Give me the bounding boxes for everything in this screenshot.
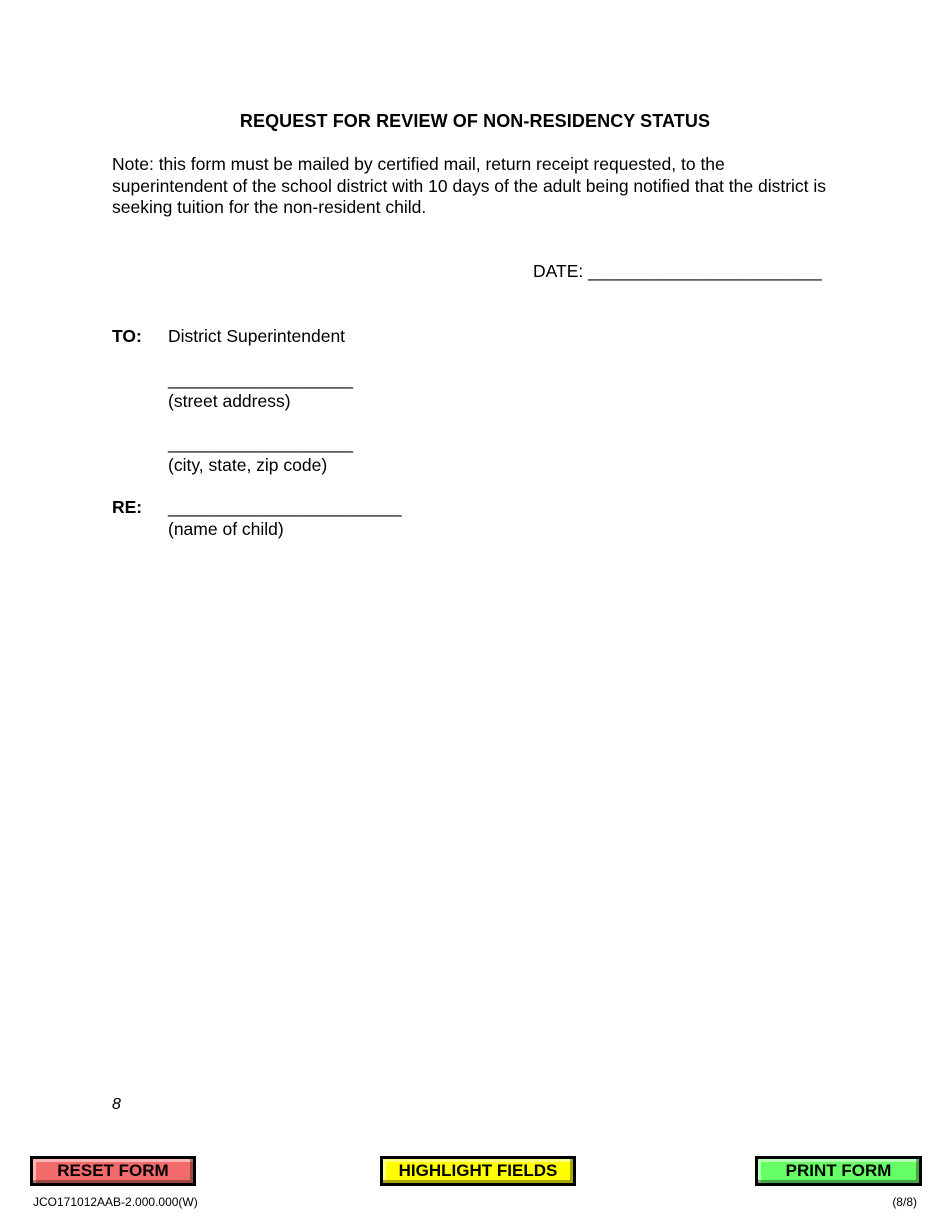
child-name-caption: (name of child) xyxy=(168,519,284,539)
page-title: REQUEST FOR REVIEW OF NON-RESIDENCY STATUS xyxy=(239,111,711,131)
page-indicator: (8/8) xyxy=(892,1195,917,1209)
reset-form-button[interactable]: RESET FORM xyxy=(30,1156,196,1186)
mailing-note: Note: this form must be mailed by certified mail, return receipt requested, to the superintendent of the school district with 10 days of the adult being notified that the district is seeking tuition for the non-resident child. xyxy=(112,154,827,217)
city-state-zip-caption: (city, state, zip code) xyxy=(168,455,328,475)
date-field[interactable]: ________________________ xyxy=(588,261,822,281)
date-line xyxy=(533,261,822,282)
city-state-zip-field[interactable]: ___________________ xyxy=(168,433,353,453)
to-recipient: District Superintendent xyxy=(168,326,346,346)
street-address-field[interactable]: ___________________ xyxy=(168,369,353,389)
to-label: TO: xyxy=(112,326,142,346)
print-form-button[interactable]: PRINT FORM xyxy=(755,1156,922,1186)
child-name-field[interactable]: ________________________ xyxy=(168,497,402,517)
street-address-caption: (street address) xyxy=(168,391,291,411)
form-code: JCO171012AAB-2.000.000(W) xyxy=(33,1195,198,1209)
highlight-fields-button[interactable]: HIGHLIGHT FIELDS xyxy=(380,1156,576,1186)
date-label: DATE: xyxy=(533,261,584,281)
page-number: 8 xyxy=(112,1096,121,1113)
re-label: RE: xyxy=(112,497,143,517)
